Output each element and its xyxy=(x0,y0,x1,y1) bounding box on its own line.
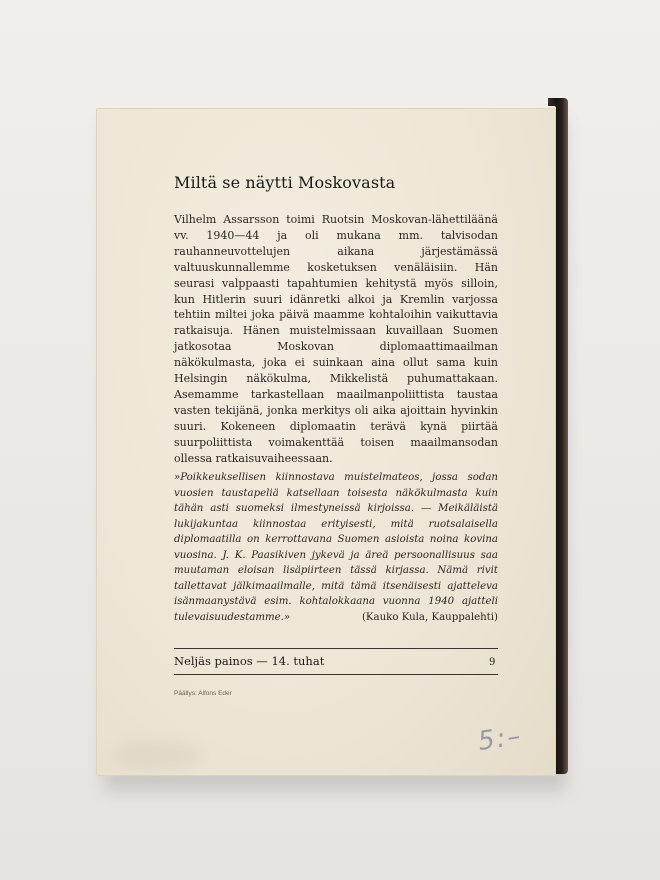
divider-top xyxy=(174,648,498,649)
book-description: Vilhelm Assarsson toimi Ruotsin Moskovan-lähettiläänä vv. 1940—44 ja oli mukana mm. talvisodan rauhanneuvottelujen aikana järjestämässä valtuuskunnallemme kosketuksen venäläisiin. Hän seurasi valppaasti tapahtumien kehitystä myös silloin, kun Hitlerin suuri idänretki alkoi ja Kremlin varjossa tehtiin miltei joka päivä maamme kohtaloihin vaikuttavia ratkaisuja. Hänen muistelmissaan kuvaillaan Suomen jatkosotaa Moskovan diplomaattimaailman näkökulmasta, joka ei suinkaan aina ollut sama kuin Helsingin näkökulma, Mikkelistä puhumattakaan. Asemamme tarkastellaan maailmanpoliittista taustaa vasten tekijänä, jonka merkitys oli aika ajoittain hyvinkin suuri. Kokeneen diplomaatin terävä kynä piirtää suurpoliittista voimakenttää toisen maailmansodan ollessa ratkaisuvaiheessaan. xyxy=(174,213,498,465)
edition-info: Neljäs painos — 14. tuhat xyxy=(174,654,325,668)
cover-smudge xyxy=(112,740,202,770)
pencil-price-mark: 5:– xyxy=(476,721,525,757)
divider-bottom xyxy=(174,674,498,675)
review-source: (Kauko Kula, Kauppalehti) xyxy=(361,611,498,623)
review-quote-text: »Poikkeuksellisen kiinnostava muistelmateos, jossa sodan vuosien taustapeliä katsellaan toisesta näkökulmasta kuin tähän asti suomeksi ilmestyneissä kirjoissa. — Meikäläistä lukijakuntaa kiinnostaa erityisesti, mitä ruotsalaisella diplomaatilla on kerrottavana Suomen asioista noina kovina vuosina. J. K. Paasikiven jykevä ja äreä persoonallisuus saa muutaman eloisan lisäpiirteen tässä kirjassa. Nämä rivit tallettavat jälkimaailmalle, mitä tämä itsenäisesti ajatteleva isänmaanystävä esim. kohtalokkaana vuonna 1940 ajatteli tulevaisuudestamme.» xyxy=(174,472,498,623)
series-number: 9 xyxy=(489,657,496,668)
cover-credit: Päällys: Alfons Eder xyxy=(174,690,232,697)
review-quote xyxy=(174,470,498,625)
book-title: Miltä se näytti Moskovasta xyxy=(174,173,396,192)
